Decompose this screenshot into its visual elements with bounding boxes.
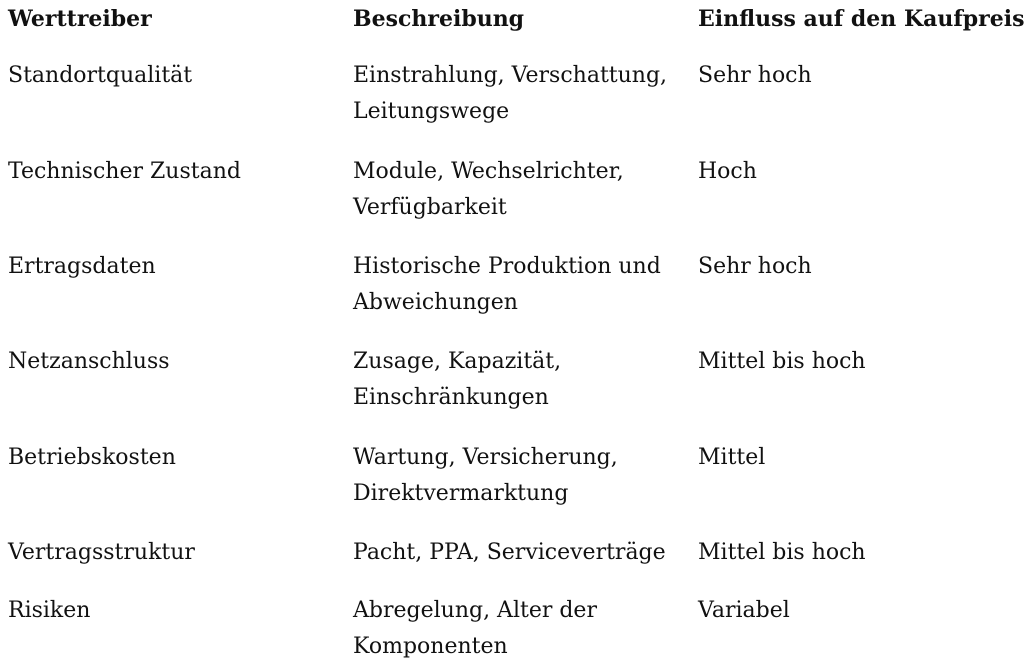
einfluss-cell: Sehr hoch <box>698 254 812 279</box>
werttreiber-cell: Standortqualität <box>8 63 193 88</box>
beschreibung-line: Historische Produktion und <box>353 254 661 279</box>
beschreibung-line: Zusage, Kapazität, <box>353 349 562 374</box>
beschreibung-line: Verfügbarkeit <box>353 195 507 220</box>
beschreibung-cell <box>353 344 561 416</box>
beschreibung-line: Abweichungen <box>353 290 518 315</box>
beschreibung-line: Einschränkungen <box>353 385 549 410</box>
header-werttreiber: Werttreiber <box>8 6 152 32</box>
header-einfluss: Einfluss auf den Kaufpreis <box>698 6 1024 32</box>
einfluss-cell: Sehr hoch <box>698 63 812 88</box>
werttreiber-cell: Ertragsdaten <box>8 254 156 279</box>
werttreiber-cell: Technischer Zustand <box>8 159 241 184</box>
beschreibung-line: Pacht, PPA, Serviceverträge <box>353 540 666 565</box>
beschreibung-cell <box>353 440 618 512</box>
beschreibung-cell <box>353 58 667 130</box>
einfluss-cell: Mittel bis hoch <box>698 540 866 565</box>
werttreiber-cell: Vertragsstruktur <box>8 540 195 565</box>
werttreiber-cell: Risiken <box>8 598 91 623</box>
beschreibung-line: Abregelung, Alter der <box>353 598 597 623</box>
beschreibung-line: Leitungswege <box>353 99 510 124</box>
beschreibung-cell <box>353 249 661 321</box>
header-beschreibung: Beschreibung <box>353 6 525 32</box>
einfluss-cell: Mittel <box>698 445 766 470</box>
einfluss-cell: Hoch <box>698 159 757 184</box>
beschreibung-cell <box>353 593 597 665</box>
einfluss-cell: Variabel <box>698 598 790 623</box>
einfluss-cell: Mittel bis hoch <box>698 349 866 374</box>
beschreibung-line: Module, Wechselrichter, <box>353 159 624 184</box>
beschreibung-line: Direktvermarktung <box>353 481 569 506</box>
werttreiber-cell: Betriebskosten <box>8 445 176 470</box>
beschreibung-cell <box>353 154 624 226</box>
beschreibung-line: Einstrahlung, Verschattung, <box>353 63 668 88</box>
beschreibung-line: Komponenten <box>353 634 508 659</box>
beschreibung-line: Wartung, Versicherung, <box>353 445 618 470</box>
beschreibung-cell <box>353 535 666 571</box>
werttreiber-cell: Netzanschluss <box>8 349 170 374</box>
